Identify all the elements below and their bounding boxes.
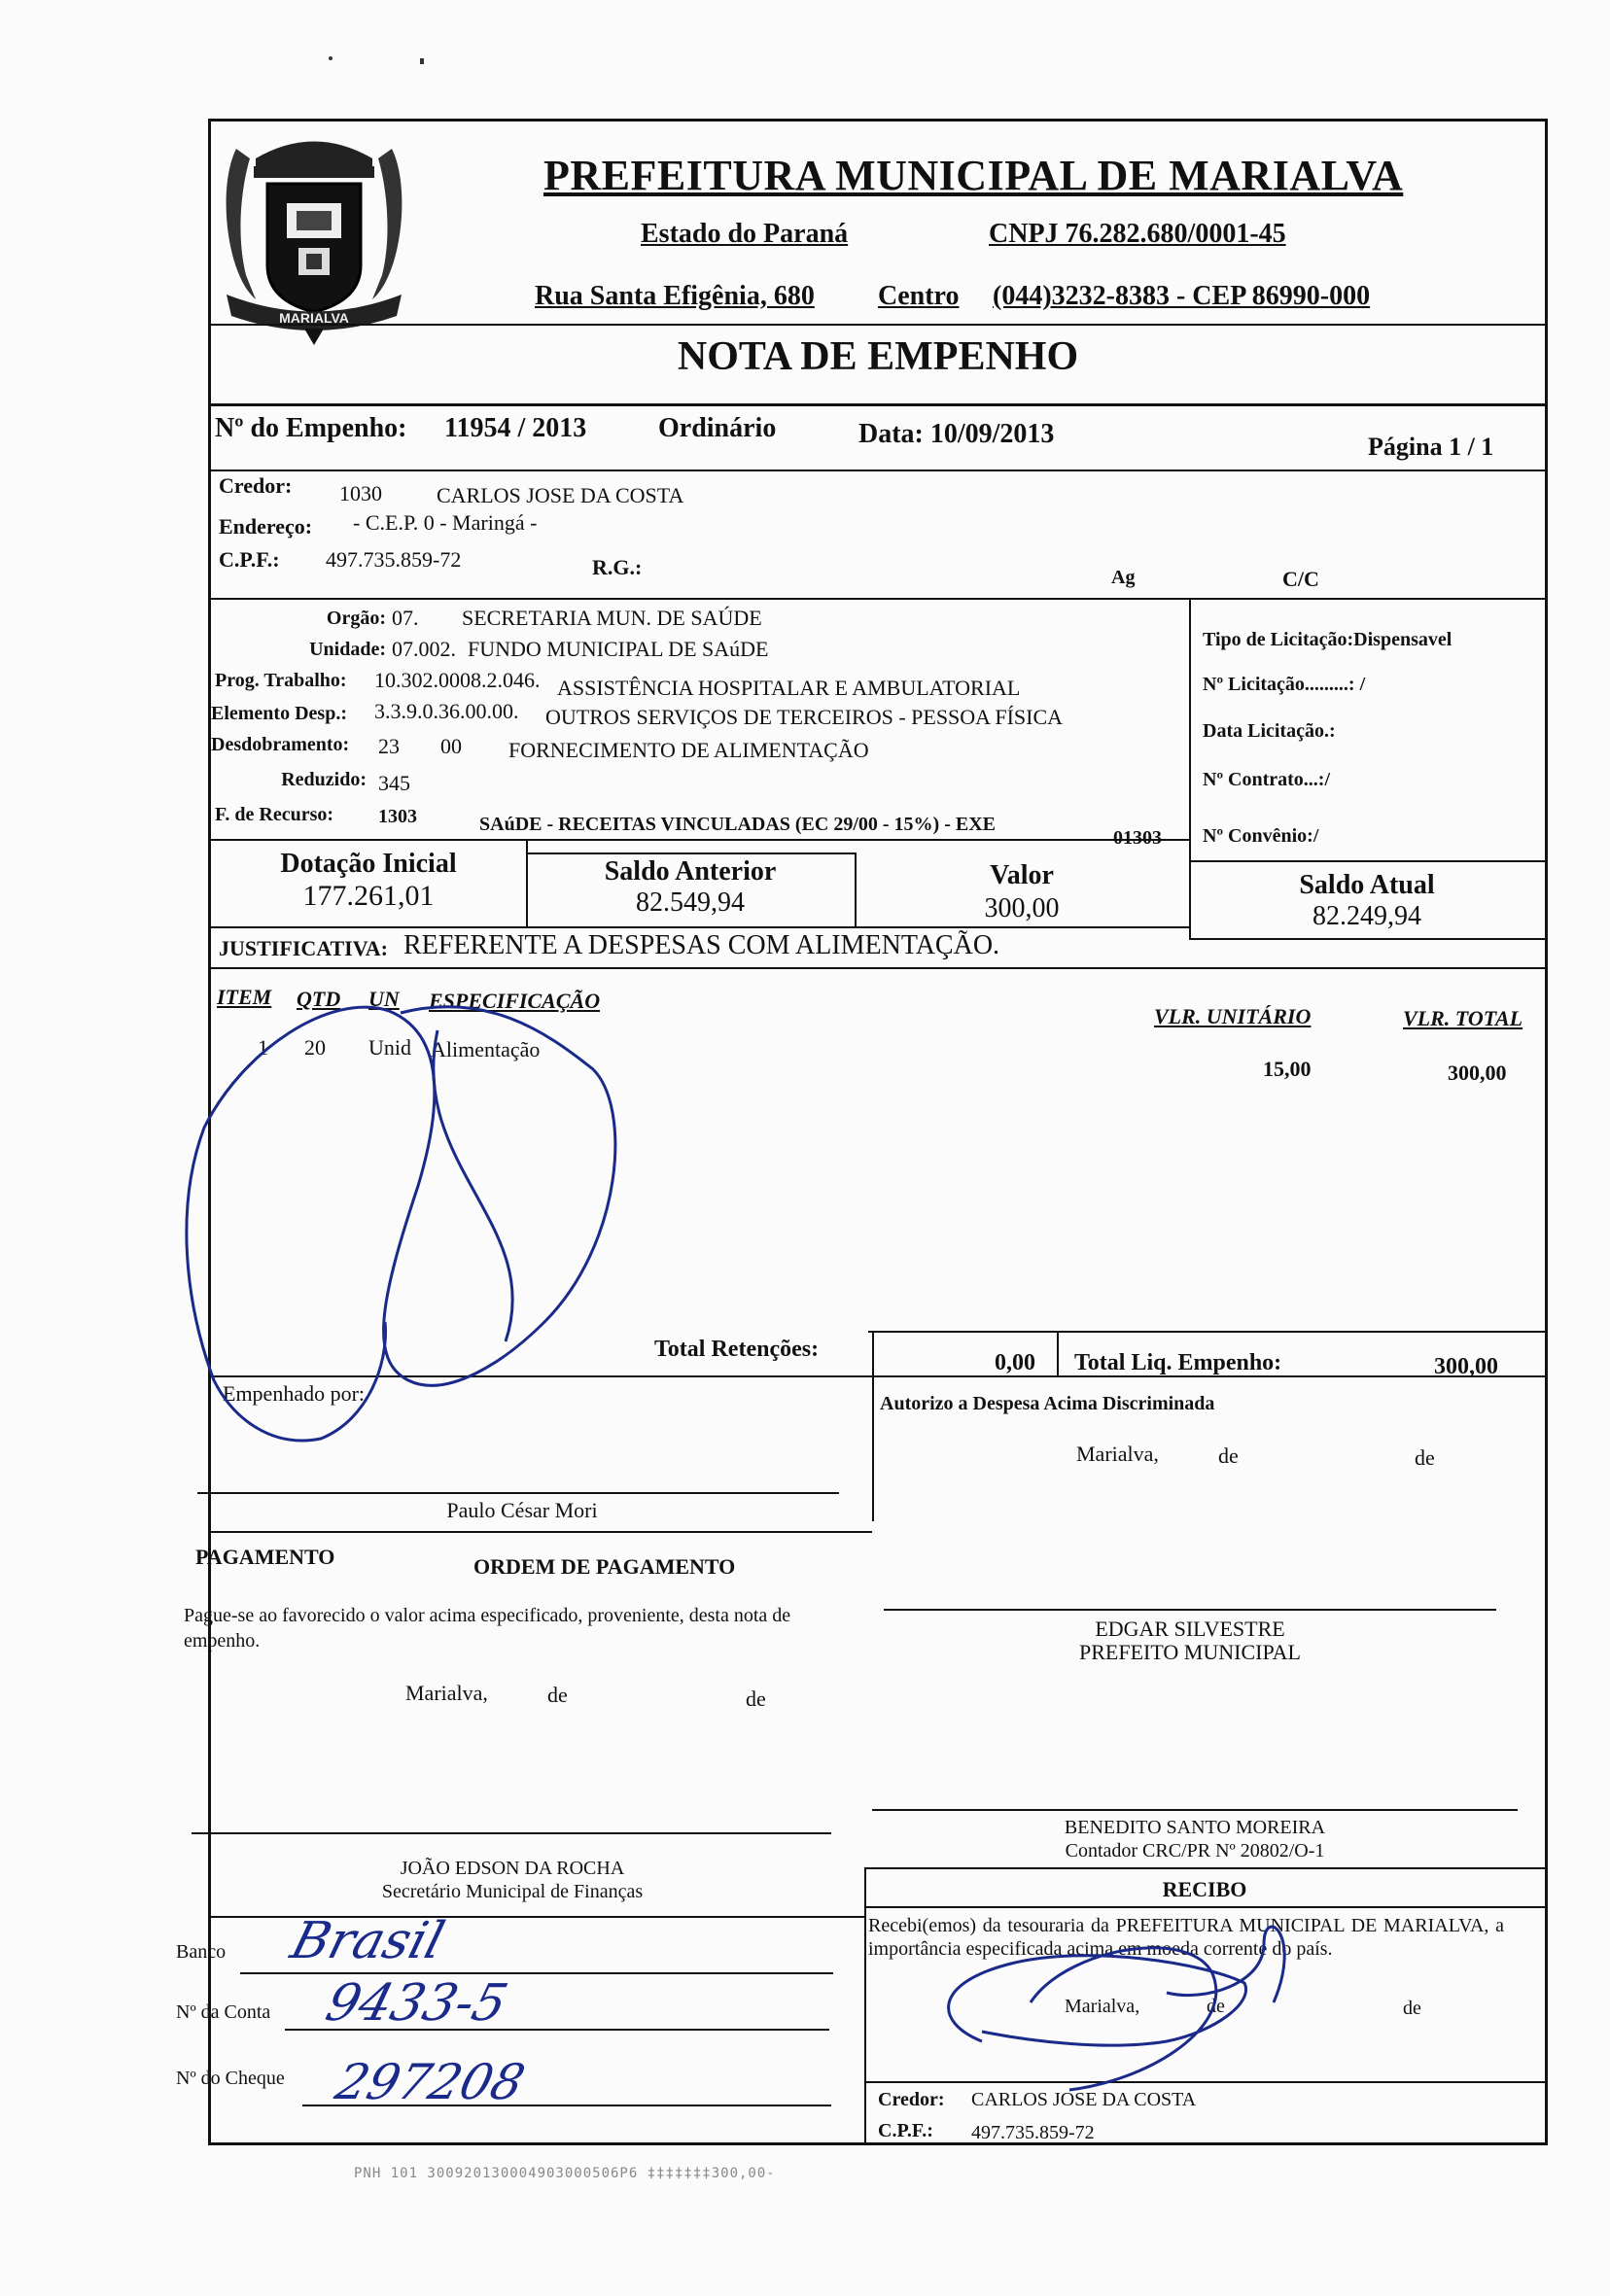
unit-price-col-header: VLR. UNITÁRIO <box>1154 1004 1312 1028</box>
prog-code: 10.302.0008.2.046. <box>374 668 541 692</box>
prefeito-name: EDGAR SILVESTRE <box>1095 1617 1285 1641</box>
justificativa-label: JUSTIFICATIVA: <box>219 936 389 960</box>
credor-code: 1030 <box>339 481 382 505</box>
recurso-label: F. de Recurso: <box>215 804 334 825</box>
secretario-role: Secretário Municipal de Finanças <box>381 1881 644 1902</box>
item-unit-price: 15,00 <box>1263 1057 1312 1081</box>
item-col-header: ITEM <box>217 985 272 1009</box>
item-spec: Alimentação <box>431 1037 541 1061</box>
unidade-label: Unidade: <box>309 639 386 660</box>
spec-col-header: ESPECIFICAÇÃO <box>429 989 601 1013</box>
saldo-anterior-label: Saldo Anterior <box>604 856 777 887</box>
tipo-licitacao: Tipo de Licitação:Dispensavel <box>1203 629 1452 650</box>
pagamento-text: Pague-se ao favorecido o valor acima especificado, proveniente, desta nota de empenho. <box>184 1605 791 1652</box>
orgao-name: SECRETARIA MUN. DE SAÚDE <box>462 606 762 630</box>
conta-handwritten: 9433-5 <box>319 1974 514 2033</box>
empenho-number: 11954 / 2013 <box>444 413 587 443</box>
empenho-label: Nº do Empenho: <box>215 413 407 443</box>
retencoes-label: Total Retenções: <box>654 1337 820 1362</box>
agency-label: Ag <box>1111 567 1136 588</box>
numero-contrato: Nº Contrato...:/ <box>1203 769 1331 790</box>
conta-label: Nº da Conta <box>176 2001 271 2023</box>
retencoes-value: 0,00 <box>995 1350 1035 1375</box>
recibo-credor-name: CARLOS JOSE DA COSTA <box>971 2089 1197 2110</box>
orgao-label: Orgão: <box>326 608 386 629</box>
cpf-label: C.P.F.: <box>219 547 280 572</box>
recibo-de-2: de <box>1403 1998 1421 2019</box>
elemento-code: 3.3.9.0.36.00.00. <box>374 699 519 723</box>
autorizo-label: Autorizo a Despesa Acima Discriminada <box>880 1393 1215 1414</box>
prog-label: Prog. Trabalho: <box>215 670 347 691</box>
numero-convenio: Nº Convênio:/ <box>1203 825 1319 847</box>
credor-cpf: 497.735.859-72 <box>326 547 462 572</box>
pagamento-de-1: de <box>547 1683 568 1707</box>
desdobramento-name: FORNECIMENTO DE ALIMENTAÇÃO <box>508 738 869 762</box>
item-total: 300,00 <box>1448 1061 1507 1085</box>
recibo-credor-label: Credor: <box>878 2089 945 2110</box>
item-number: 1 <box>258 1035 268 1060</box>
numero-licitacao: Nº Licitação.........: / <box>1203 674 1366 695</box>
cheque-handwritten: 297208 <box>330 2054 531 2110</box>
autorizo-de-2: de <box>1415 1445 1435 1470</box>
recurso-name: SAúDE - RECEITAS VINCULADAS (EC 29/00 - 15%) - EXE <box>479 814 996 835</box>
un-col-header: UN <box>368 987 400 1011</box>
pagamento-city: Marialva, <box>405 1681 488 1705</box>
justificativa-text: REFERENTE A DESPESAS COM ALIMENTAÇÃO. <box>403 930 1000 960</box>
secretario-name: JOÃO EDSON DA ROCHA <box>400 1858 625 1879</box>
elemento-name: OUTROS SERVIÇOS DE TERCEIROS - PESSOA FÍSICA <box>545 705 1064 729</box>
reduzido-label: Reduzido: <box>281 769 367 790</box>
recurso-code: 1303 <box>378 806 417 827</box>
recurso-code-2: 01303 <box>1113 827 1162 849</box>
autorizo-de-1: de <box>1218 1444 1239 1468</box>
recibo-cpf-value: 497.735.859-72 <box>971 2122 1095 2143</box>
saldo-anterior-value: 82.549,94 <box>636 887 745 918</box>
credor-label: Credor: <box>219 473 293 498</box>
elemento-label: Elemento Desp.: <box>211 703 347 724</box>
state-name: Estado do Paraná <box>641 219 849 249</box>
credor-address: - C.E.P. 0 - Maringá - <box>353 510 538 535</box>
saldo-atual-value: 82.249,94 <box>1312 901 1421 931</box>
ordem-pagamento-label: ORDEM DE PAGAMENTO <box>473 1554 736 1579</box>
valor-label: Valor <box>990 860 1054 890</box>
document-title: NOTA DE EMPENHO <box>677 334 1079 379</box>
orgao-code: 07. <box>392 606 419 630</box>
total-col-header: VLR. TOTAL <box>1403 1006 1523 1030</box>
contador-name: BENEDITO SANTO MOREIRA <box>1064 1817 1326 1838</box>
municipality-title: PREFEITURA MUNICIPAL DE MARIALVA <box>543 152 1404 199</box>
recibo-cpf-label: C.P.F.: <box>878 2120 933 2141</box>
phone-cep: (044)3232-8383 - CEP 86990-000 <box>993 281 1371 311</box>
address-label: Endereço: <box>219 514 313 539</box>
autorizo-city: Marialva, <box>1076 1442 1159 1466</box>
recibo-label: RECIBO <box>1162 1877 1247 1901</box>
unidade-name: FUNDO MUNICIPAL DE SAúDE <box>468 637 769 661</box>
banco-handwritten: Brasil <box>284 1912 451 1970</box>
qtd-col-header: QTD <box>297 987 341 1011</box>
item-unit: Unid <box>368 1035 411 1060</box>
reduzido-value: 345 <box>378 771 410 795</box>
recibo-city: Marialva, <box>1065 1996 1140 2017</box>
contador-role: Contador CRC/PR Nº 20802/O-1 <box>1065 1840 1325 1861</box>
total-liquido-value: 300,00 <box>1434 1354 1498 1379</box>
footer-code: PNH 101 300920130004903000506P6 ‡‡‡‡‡‡‡300,00- <box>354 2166 776 2181</box>
recibo-signature <box>949 1927 1285 2090</box>
page-number: Página 1 / 1 <box>1368 433 1494 461</box>
desdobramento-label: Desdobramento: <box>211 734 350 755</box>
empenho-date: Data: 10/09/2013 <box>858 419 1055 449</box>
total-liquido-label: Total Liq. Empenho: <box>1074 1350 1282 1375</box>
empenhado-label: Empenhado por: <box>223 1381 366 1406</box>
desdobramento-code-1: 23 <box>378 734 400 758</box>
data-licitacao: Data Licitação.: <box>1203 720 1336 742</box>
unidade-code: 07.002. <box>392 637 456 661</box>
dotacao-value: 177.261,01 <box>302 880 435 912</box>
valor-value: 300,00 <box>984 893 1060 923</box>
empenhado-name: Paulo César Mori <box>446 1498 598 1522</box>
seal-text: MARIALVA <box>279 310 349 326</box>
rg-label: R.G.: <box>592 555 643 579</box>
account-label: C/C <box>1282 567 1319 591</box>
cheque-label: Nº do Cheque <box>176 2068 285 2089</box>
cnpj-text: CNPJ 76.282.680/0001-45 <box>989 219 1286 249</box>
district-name: Centro <box>878 281 960 311</box>
credor-name: CARLOS JOSE DA COSTA <box>437 483 684 507</box>
recibo-text: Recebi(emos) da tesouraria da PREFEITURA MUNICIPAL DE MARIALVA, a importância especificada acima em moeda corrente do país. <box>868 1915 1504 1960</box>
recibo-de-1: de <box>1207 1996 1225 2017</box>
desdobramento-code-2: 00 <box>440 734 462 758</box>
pagamento-de-2: de <box>746 1687 766 1711</box>
prefeito-role: PREFEITO MUNICIPAL <box>1079 1640 1301 1664</box>
banco-label: Banco <box>176 1941 227 1963</box>
street-address: Rua Santa Efigênia, 680 <box>535 281 815 311</box>
saldo-atual-label: Saldo Atual <box>1299 870 1435 900</box>
prog-name: ASSISTÊNCIA HOSPITALAR E AMBULATORIAL <box>557 676 1021 700</box>
dotacao-label: Dotação Inicial <box>280 849 457 879</box>
empenhado-signature <box>187 1007 615 1441</box>
item-qty: 20 <box>304 1035 326 1060</box>
empenho-type: Ordinário <box>658 413 777 443</box>
pagamento-label: PAGAMENTO <box>195 1545 335 1569</box>
